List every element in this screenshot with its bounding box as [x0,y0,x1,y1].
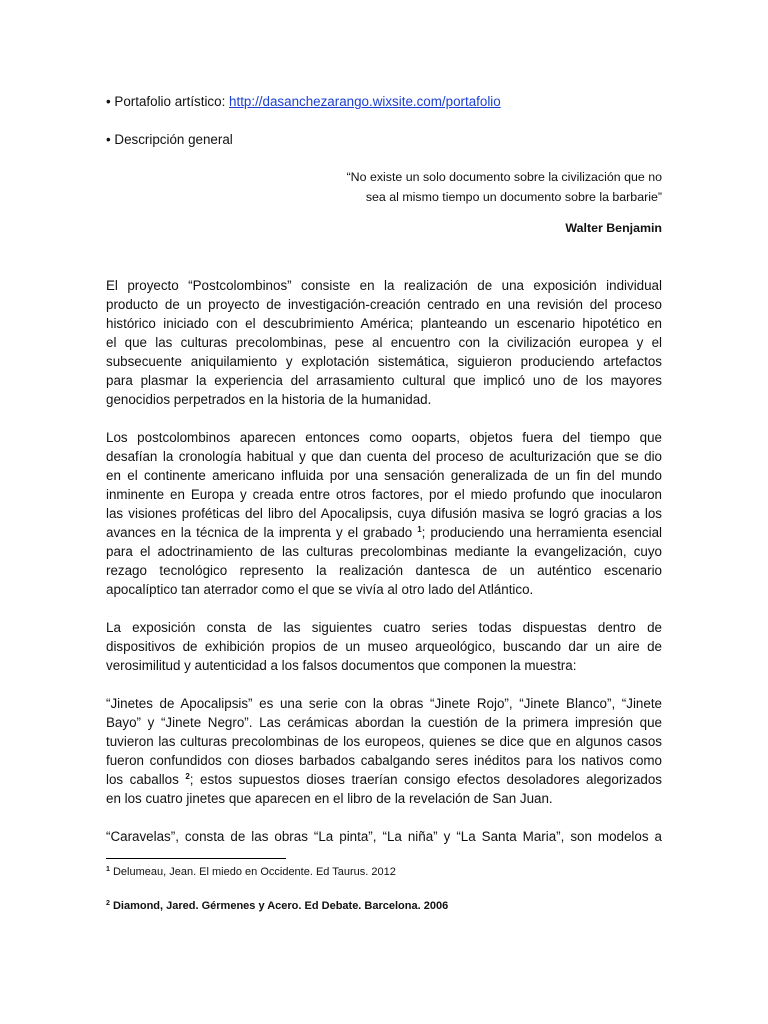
epigraph-line-1: “No existe un solo documento sobre la civilización que no [346,170,662,184]
paragraph-line: genocidios perpetrados en la historia de la humanidad. [106,392,432,407]
epigraph-author: Walter Benjamin [565,221,662,235]
paragraph-4 [106,694,662,808]
footnote-1 [106,866,396,878]
paragraph-line: dispositivos de exhibición propios de un museo arqueológico, buscando dar un aire de [106,639,662,654]
portfolio-line [106,94,501,109]
portfolio-label: • Portafolio artístico: [106,94,230,109]
paragraph-1 [106,276,662,409]
footnote-ref-2[interactable]: 2 [185,772,190,781]
paragraph-line: las visiones proféticas del libro del Apocalipsis, cuya difusión masiva se logró gracias a los [106,506,662,521]
epigraph-quote [347,167,662,207]
paragraph-line: en el continente americano influida por una sensación generalizada de un fin del mundo [106,468,662,483]
paragraph-line: para el adoctrinamiento de las culturas precolombinas mediante la evangelización, cuyo [106,544,662,559]
paragraph-line: apocalíptico tan aterrador como el que se vivía al otro lado del Atlántico. [106,582,534,597]
footnote-divider [106,858,286,859]
paragraph-2 [106,428,662,599]
paragraph-line: inminente en Europa y creada entre otros factores, por el miedo profundo que inocularon [106,487,662,502]
paragraph-line: La exposición consta de las siguientes cuatro series todas dispuestas dentro de [106,620,662,635]
description-heading: • Descripción general [106,132,233,147]
paragraph-line: El proyecto “Postcolombinos” consiste en la realización de una exposición individual [106,278,662,293]
footnote-2 [106,900,448,912]
paragraph-line: producto de un proyecto de investigación-creación centrado en una revisión del proceso [106,297,662,312]
paragraph-line: fueron confundidos con dioses barbados cabalgando seres inéditos para los nativos como [106,753,662,768]
paragraph-line: para plasmar la experiencia del arrasamiento cultural que implicó uno de los mayores [106,373,662,388]
paragraph-line: Los postcolombinos aparecen entonces como ooparts, objetos fuera del tiempo que [106,430,662,445]
paragraph-line-with-footnote [106,523,662,542]
paragraph-line: el que las culturas precolombinas, pese al encuentro con la civilización europea y el [106,335,662,350]
paragraph-line: “Jinetes de Apocalipsis” es una serie con la obras “Jinete Rojo”, “Jinete Blanco”, “Jinete [106,696,662,711]
paragraph-line-text: los caballos [106,772,179,787]
paragraph-line: rezago tecnológico represento la realización dantesca de un auténtico escenario [106,563,662,578]
footnote-2-text: Diamond, Jared. Gérmenes y Acero. Ed Debate. Barcelona. 2006 [109,900,449,912]
paragraph-line-with-footnote [106,770,662,789]
paragraph-line: tuvieron las culturas precolombinas de los europeos, quienes se dice que en algunos casos [106,734,662,749]
footnote-number-2: 2 [106,900,110,907]
paragraph-line-tail: ; estos supuestos dioses traerían consigo efectos desoladores alegorizados [189,772,662,787]
paragraph-5 [106,827,662,846]
paragraph-line: desafían la cronología habitual y que dan cuenta del proceso de aculturización que se dio [106,449,662,464]
footnote-number-1: 1 [106,866,110,873]
footnote-1-text: Delumeau, Jean. El miedo en Occidente. Ed Taurus. 2012 [109,866,396,878]
footnote-ref-1[interactable]: 1 [417,525,422,534]
paragraph-line: “Caravelas”, consta de las obras “La pinta”, “La niña” y “La Santa Maria”, son modelos a [106,829,662,844]
paragraph-line-tail: ; produciendo una herramienta esencial [421,525,662,540]
paragraph-line: histórico iniciado con el descubrimiento América; planteando un escenario hipotético en [106,316,662,331]
paragraph-line: verosimilitud y autenticidad a los falsos documentos que componen la muestra: [106,658,577,673]
paragraph-line: subsecuente aniquilamiento y explotación sistemática, siguieron produciendo artefactos [106,354,662,369]
paragraph-3 [106,618,662,675]
paragraph-line: Bayo” y “Jinete Negro”. Las cerámicas abordan la cuestión de la primera impresión que [106,715,662,730]
portfolio-link[interactable]: http://dasanchezarango.wixsite.com/portafolio [229,94,501,109]
paragraph-line: en los cuatro jinetes que aparecen en el libro de la revelación de San Juan. [106,791,553,806]
paragraph-line-text: avances en la técnica de la imprenta y el grabado [106,525,413,540]
epigraph-line-2: sea al mismo tiempo un documento sobre la barbarie” [365,190,662,204]
